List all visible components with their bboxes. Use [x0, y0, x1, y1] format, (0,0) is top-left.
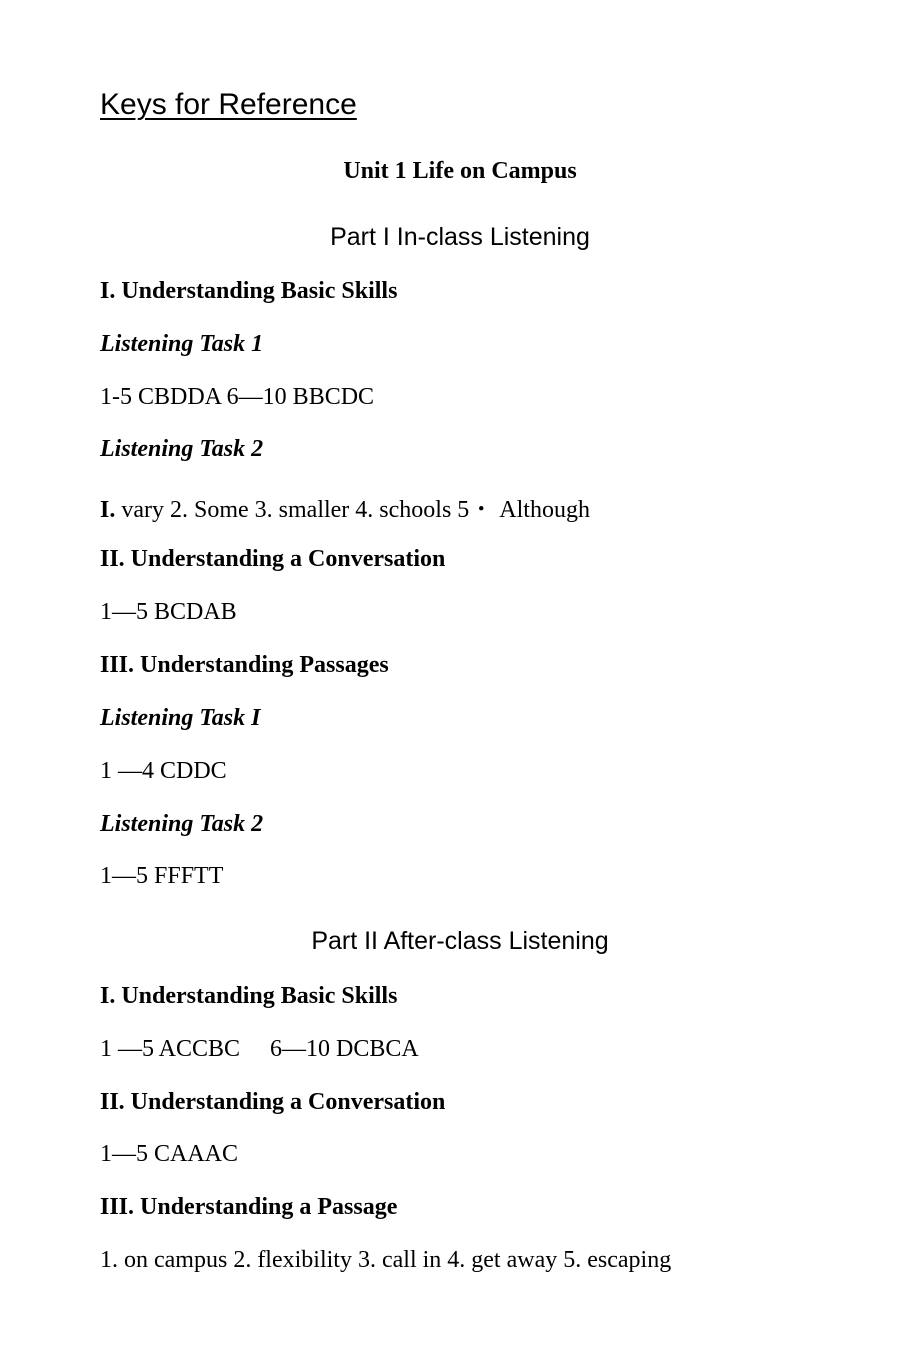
part-2-section-1-answer: 1 —5 ACCBC 6—10 DCBCA: [100, 1036, 419, 1062]
part-1-section-1-heading: I. Understanding Basic Skills: [100, 278, 398, 304]
part-1-section-3-task-2-name: Listening Task 2: [100, 811, 264, 837]
answer-prefix: I.: [100, 497, 116, 523]
answer-text: vary 2. Some 3. smaller 4. schools 5・ Although: [115, 497, 590, 523]
part-1-title: Part I In-class Listening: [330, 223, 590, 251]
part-2-title: Part II After-class Listening: [311, 927, 609, 955]
part-1-section-1-task-2-answer-line: [100, 489, 590, 524]
part-1-section-2-heading: II. Understanding a Conversation: [100, 546, 446, 572]
part-1-section-3-task-2-answer: 1—5 FFFTT: [100, 863, 224, 889]
part-2-section-1-heading: I. Understanding Basic Skills: [100, 983, 398, 1009]
part-1-section-3-heading: III. Understanding Passages: [100, 652, 389, 678]
part-1-section-3-task-1-name: Listening Task I: [100, 705, 261, 731]
part-2-section-2-answer: 1—5 CAAAC: [100, 1141, 239, 1167]
part-1-section-1-task-1-name: Listening Task 1: [100, 331, 264, 357]
document-title: Keys for Reference: [100, 88, 357, 121]
part-2-section-2-heading: II. Understanding a Conversation: [100, 1089, 446, 1115]
part-2-section-3-heading: III. Understanding a Passage: [100, 1194, 398, 1220]
part-1-section-1-task-1-answer: 1-5 CBDDA 6—10 BBCDC: [100, 384, 375, 410]
part-1-section-3-task-1-answer: 1 —4 CDDC: [100, 758, 227, 784]
unit-title: Unit 1 Life on Campus: [343, 158, 577, 184]
part-1-section-2-answer: 1—5 BCDAB: [100, 599, 237, 625]
part-2-section-3-answer: 1. on campus 2. flexibility 3. call in 4. get away 5. escaping: [100, 1247, 672, 1273]
part-1-section-1-task-2-name: Listening Task 2: [100, 436, 264, 462]
